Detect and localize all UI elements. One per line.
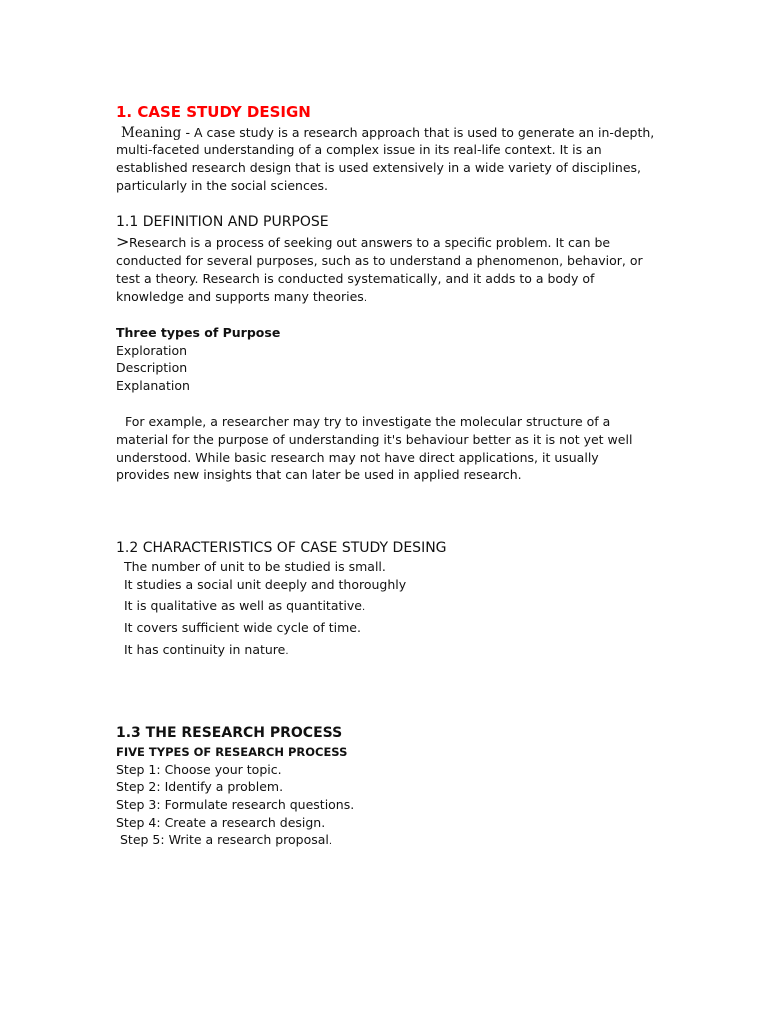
characteristic-item xyxy=(124,641,289,661)
characteristic-item xyxy=(124,597,365,617)
step-item: Step 1: Choose your topic. xyxy=(116,762,282,777)
step-period: . xyxy=(328,836,333,847)
purpose-item: Exploration xyxy=(116,343,188,358)
characteristic-text: It has continuity in nature xyxy=(124,642,286,657)
characteristic-text: It is qualitative as well as quantitative xyxy=(124,598,362,613)
step-item xyxy=(120,831,332,851)
step-item: Step 3: Formulate research questions. xyxy=(116,797,355,812)
meaning-label: Meaning - xyxy=(121,125,191,141)
definition-line-4-period: . xyxy=(363,293,367,304)
characteristic-item: The number of unit to be studied is small. xyxy=(124,559,386,574)
characteristic-item: It covers sufficient wide cycle of time. xyxy=(124,620,361,635)
definition-line-3: test a theory. Research is conducted systematically, and it adds to a body of xyxy=(116,271,595,286)
step-item: Step 4: Create a research design. xyxy=(116,815,326,830)
definition-line-4-text: knowledge and supports many theories xyxy=(116,289,364,304)
arrow-marker: > xyxy=(116,232,130,251)
section-3-subheading: FIVE TYPES OF RESEARCH PROCESS xyxy=(116,745,348,759)
meaning-line-1: A case study is a research approach that is used to generate an in-depth, xyxy=(194,125,655,140)
section-3-heading: 1.3 THE RESEARCH PROCESS xyxy=(116,725,343,741)
characteristic-period: . xyxy=(285,646,289,657)
example-line-3: understood. While basic research may not have direct applications, it usually xyxy=(116,450,599,465)
purpose-item: Description xyxy=(116,360,188,375)
definition-line-2: conducted for several purposes, such as to understand a phenomenon, behavior, or xyxy=(116,253,643,268)
characteristic-item: It studies a social unit deeply and thoroughly xyxy=(124,577,407,592)
example-line-4: provides new insights that can later be used in applied research. xyxy=(116,467,522,482)
meaning-line-4: particularly in the social sciences. xyxy=(116,178,329,193)
definition-line-4 xyxy=(116,288,367,308)
example-line-2: material for the purpose of understanding it's behaviour better as it is not yet well xyxy=(116,432,633,447)
step-item: Step 2: Identify a problem. xyxy=(116,779,284,794)
purpose-title: Three types of Purpose xyxy=(116,325,281,340)
characteristic-period: . xyxy=(361,602,366,613)
meaning-line-3: established research design that is used extensively in a wide variety of disciplines, xyxy=(116,160,642,175)
section-1-heading: 1.1 DEFINITION AND PURPOSE xyxy=(116,214,329,230)
definition-line-1: Research is a process of seeking out answers to a specific problem. It can be xyxy=(129,235,611,250)
meaning-line-2: multi-faceted understanding of a complex issue in its real-life context. It is an xyxy=(116,142,602,157)
section-2-heading: 1.2 CHARACTERISTICS OF CASE STUDY DESING xyxy=(116,540,447,556)
document-title: 1. CASE STUDY DESIGN xyxy=(116,103,311,121)
example-line-1: For example, a researcher may try to investigate the molecular structure of a xyxy=(125,414,611,429)
purpose-item: Explanation xyxy=(116,378,190,393)
step-text: Step 5: Write a research proposal xyxy=(120,832,329,847)
